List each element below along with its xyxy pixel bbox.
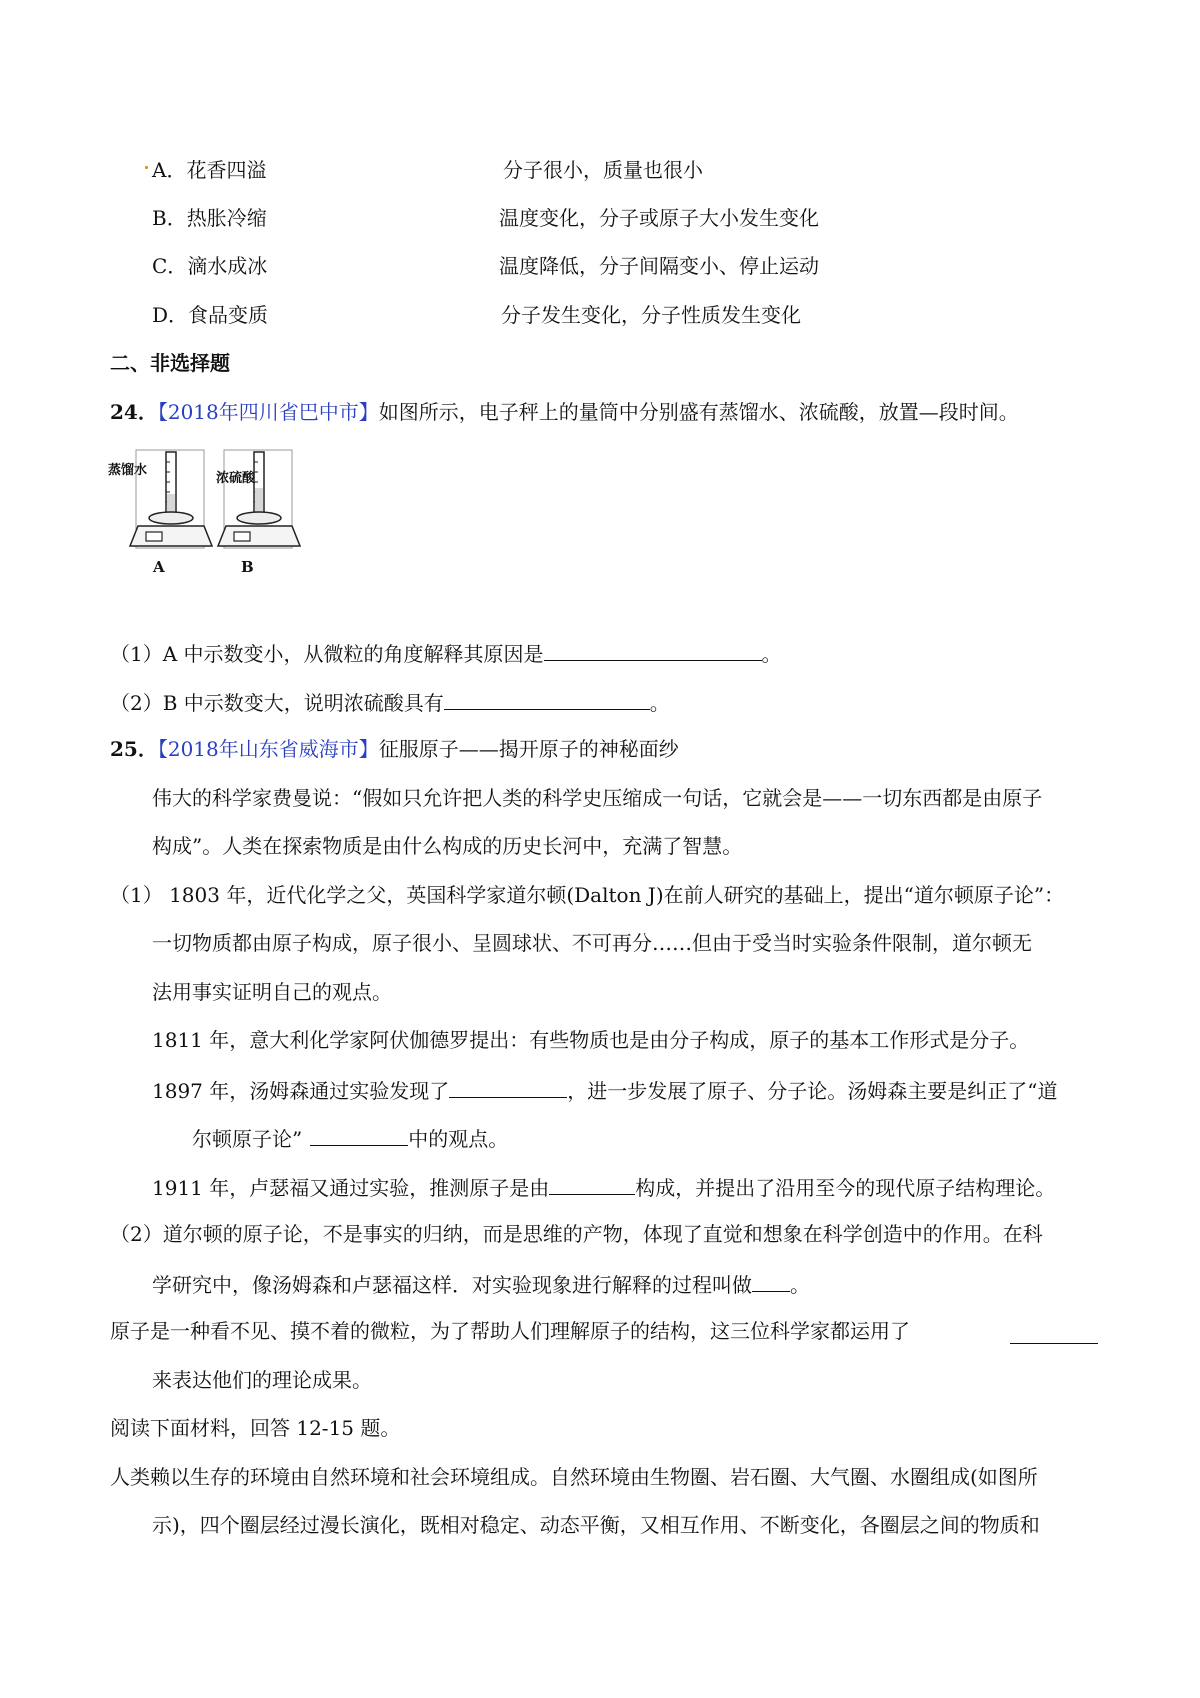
q25-p1-line-7: 1911 年，卢瑟福又通过实验，推测原子是由 构成，并提出了沿用至今的现代原子结构理论。 <box>152 1172 1055 1202</box>
q25-p1-line-1: （1） 1803 年，近代化学之父，英国科学家道尔顿(Dalton J)在前人研究的基础上，提出“道尔顿原子论”： <box>110 883 1065 907</box>
q25-source: 【2018年山东省威海市】 <box>157 737 379 761</box>
q25-blank-thomson[interactable] <box>449 1075 567 1098</box>
q24-source: 【2018年四川省巴中市】 <box>157 400 379 424</box>
q25-p2-line-1: （2）道尔顿的原子论，不是事实的归纳，而是思维的产物，体现了直觉和想象在科学创造中的作用。在科 <box>110 1222 1043 1246</box>
q25-p2-line-2: 学研究中，像汤姆森和卢瑟福这样．对实验现象进行解释的过程叫做 。 <box>152 1269 810 1299</box>
option-a-name: A．花香四溢 <box>152 158 267 182</box>
option-c-explanation: 温度降低，分子间隔变小、停止运动 <box>499 254 819 278</box>
q24-sub2: （2）B 中示数变大，说明浓硫酸具有 。 <box>110 687 670 717</box>
option-b-letter: B． <box>152 206 187 230</box>
q25-p1-line-6: 尔顿原子论” 中的观点。 <box>192 1123 508 1153</box>
section-title: 二、非选择题 <box>110 351 230 375</box>
q25-stem <box>110 735 679 763</box>
option-d-letter: D． <box>152 303 189 327</box>
option-d-name: D．食品变质 <box>152 303 269 327</box>
q25-blank-method[interactable] <box>1010 1321 1098 1344</box>
q25-p1-line-5: 1897 年，汤姆森通过实验发现了 ，进一步发展了原子、分子论。汤姆森主要是纠正了“道 <box>152 1075 1058 1105</box>
figure-label-b-top: 浓硫酸 <box>216 471 256 486</box>
reading-paragraph-line-2: 示)，四个圈层经过漫长演化，既相对稳定、动态平衡，又相互作用、不断变化，各圈层之间的物质和 <box>152 1513 1040 1537</box>
q25-intro-line-1: 伟大的科学家费曼说：“假如只允许把人类的科学史压缩成一句话，它就会是——一切东西都是由原子 <box>152 786 1043 810</box>
option-b-explanation: 温度变化，分子或原子大小发生变化 <box>499 206 819 230</box>
q25-p3-line-2: 来表达他们的理论成果。 <box>152 1368 372 1392</box>
q25-p1-line-4: 1811 年，意大利化学家阿伏伽德罗提出：有些物质也是由分子构成，原子的基本工作形式是分子。 <box>152 1028 1030 1052</box>
q24-sub2-blank[interactable] <box>444 687 650 710</box>
option-c-letter: C． <box>152 254 188 278</box>
q24-stem <box>110 398 1019 426</box>
option-a-letter: A． <box>152 158 187 182</box>
q24-number: 24． <box>110 400 158 424</box>
q25-blank-process[interactable] <box>752 1269 790 1292</box>
reading-paragraph-line-1: 人类赖以生存的环境由自然环境和社会环境组成。自然环境由生物圈、岩石圈、大气圈、水圈组成(如图所 <box>110 1465 1038 1489</box>
q24-stem-text: 如图所示，电子秤上的量筒中分别盛有蒸馏水、浓硫酸，放置—段时间。 <box>378 400 1019 424</box>
q25-title: 征服原子——揭开原子的神秘面纱 <box>378 737 679 761</box>
q24-sub1: （1）A 中示数变小，从微粒的角度解释其原因是 。 <box>110 638 782 668</box>
q25-p3-line-1: 原子是一种看不见、摸不着的微粒，为了帮助人们理解原子的结构，这三位科学家都运用了 <box>110 1319 910 1343</box>
scale-b-illustration <box>218 450 300 548</box>
q25-blank-dalton-view[interactable] <box>310 1123 408 1146</box>
option-b-name: B．热胀冷缩 <box>152 206 267 230</box>
figure-label-a-top: 蒸馏水 <box>108 463 148 478</box>
q25-number: 25． <box>110 737 158 761</box>
option-marker-dot <box>145 166 148 169</box>
figure-label-b: B <box>241 558 254 576</box>
q25-p1-line-3: 法用事实证明自己的观点。 <box>152 980 392 1004</box>
option-a-explanation: 分子很小，质量也很小 <box>503 158 703 182</box>
q25-intro-line-2: 构成”。人类在探索物质是由什么构成的历史长河中，充满了智慧。 <box>152 834 743 858</box>
option-c-name: C．滴水成冰 <box>152 254 268 278</box>
figure-label-a: A <box>153 558 165 576</box>
q25-blank-rutherford[interactable] <box>549 1172 635 1195</box>
reading-intro: 阅读下面材料，回答 12-15 题。 <box>110 1416 401 1440</box>
q24-figure <box>108 442 313 577</box>
option-d-explanation: 分子发生变化，分子性质发生变化 <box>501 303 801 327</box>
q25-p1-line-2: 一切物质都由原子构成，原子很小、呈圆球状、不可再分……但由于受当时实验条件限制，道尔顿无 <box>152 931 1032 955</box>
q24-sub1-blank[interactable] <box>544 638 762 661</box>
